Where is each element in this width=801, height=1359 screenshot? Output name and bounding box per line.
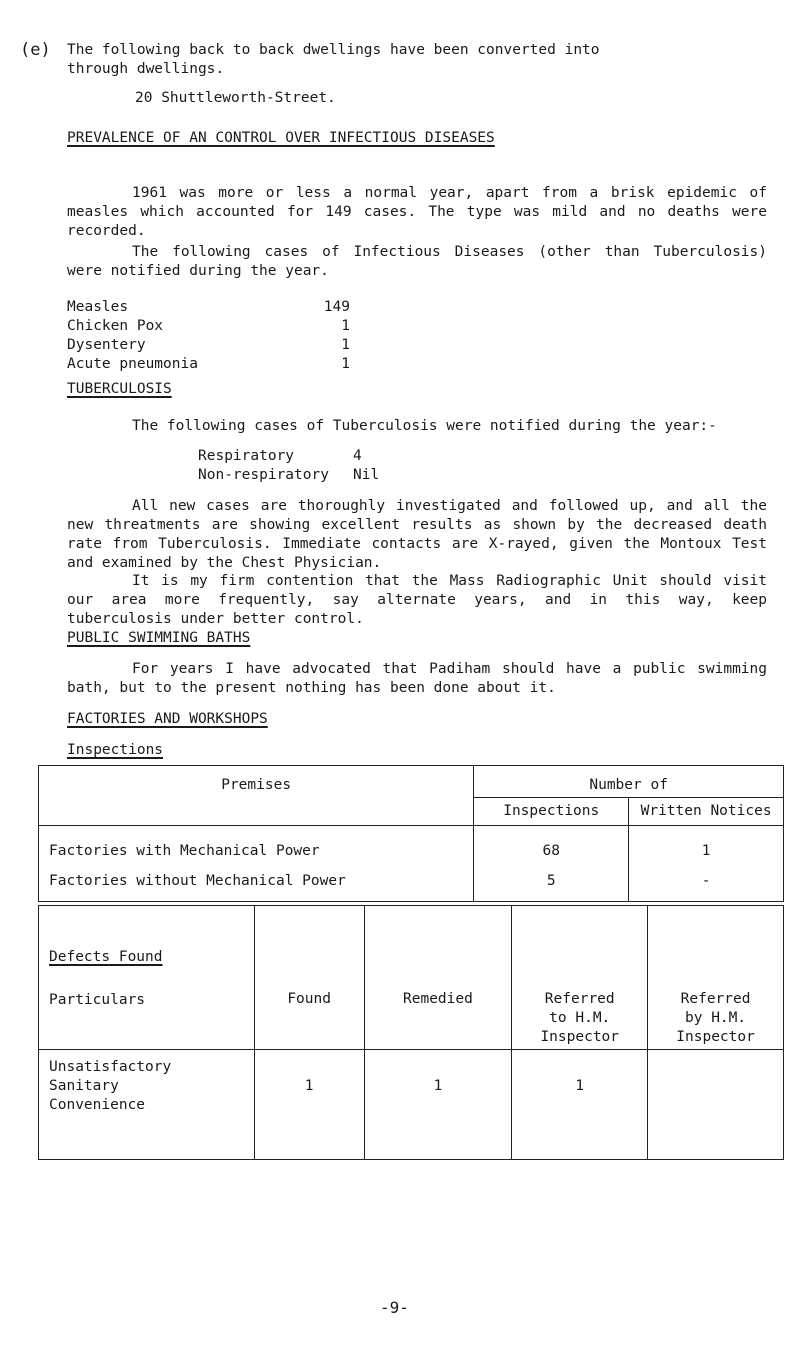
tb-count: Nil — [353, 467, 380, 483]
prevalence-heading: PREVALENCE OF AN CONTROL OVER INFECTIOUS DISEASES — [67, 130, 495, 146]
particulars-header: Particulars — [49, 992, 146, 1008]
table-row — [39, 1050, 784, 1160]
number-of-header: Number of — [474, 766, 784, 798]
tb-paragraph-2: It is my firm contention that the Mass Radiographic Unit should visit our area more frequently, say alternate years, and in this way, keep tuberculosis under better control. — [67, 573, 767, 627]
table-row — [39, 826, 784, 902]
written-notices-header: Written Notices — [629, 798, 784, 826]
para-notified: The following cases of Infectious Diseases (other than Tuberculosis) were notified during the year. — [67, 244, 767, 279]
referred-to-line: to H.M. — [549, 1010, 611, 1026]
referred-by-line: Inspector — [676, 1029, 755, 1045]
notices-cell: - — [701, 873, 711, 889]
disease-count: 1 — [341, 337, 350, 353]
disease-name: Acute pneumonia — [67, 356, 198, 372]
referred-by-cell — [648, 1050, 784, 1160]
disease-name: Dysentery — [67, 337, 146, 353]
tb-intro: The following cases of Tuberculosis were notified during the year:- — [132, 418, 717, 434]
particulars-cell: Unsatisfactory — [49, 1059, 172, 1075]
referred-to-header — [512, 906, 648, 1050]
tb-heading: TUBERCULOSIS — [67, 381, 172, 397]
inspections-heading: Inspections — [67, 742, 164, 758]
inspections-table — [38, 765, 784, 902]
disease-count: 1 — [341, 318, 350, 334]
factories-heading: FACTORIES AND WORKSHOPS — [67, 711, 268, 727]
defects-found-label: Defects Found — [49, 949, 163, 965]
tb-count: 4 — [353, 448, 362, 464]
premises-cell: Factories with Mechanical Power — [49, 843, 320, 859]
disease-count: 1 — [341, 356, 350, 372]
para-1961: 1961 was more or less a normal year, apart from a brisk epidemic of measles which accounted for 149 cases. The type was mild and no deaths were recorded. — [67, 185, 767, 239]
inspections-cell: 5 — [546, 873, 556, 889]
tb-type: Non-respiratory — [198, 467, 329, 483]
tb-paragraph-1: All new cases are thoroughly investigated and followed up, and all the new threatments are showing excellent results as shown by the decreased death rate from Tuberculosis. Immediate contacts are X-rayed, given the Montoux Test and examined by the Chest Physician. — [67, 498, 767, 571]
particulars-cell: Convenience — [49, 1097, 146, 1113]
intro-line-1: The following back to back dwellings have been converted into — [67, 42, 600, 58]
disease-name: Measles — [67, 299, 129, 315]
remedied-cell: 1 — [364, 1050, 512, 1160]
referred-to-line: Inspector — [540, 1029, 620, 1045]
inspections-cell: 68 — [542, 843, 560, 859]
disease-name: Chicken Pox — [67, 318, 164, 334]
baths-paragraph: For years I have advocated that Padiham should have a public swimming bath, but to the present nothing has been done about it. — [67, 661, 767, 696]
inspections-header: Inspections — [474, 798, 629, 826]
referred-by-line: by H.M. — [685, 1010, 747, 1026]
found-header: Found — [254, 906, 364, 1050]
remedied-header: Remedied — [364, 906, 512, 1050]
defects-table — [38, 905, 784, 1160]
tb-type: Respiratory — [198, 448, 295, 464]
found-cell: 1 — [254, 1050, 364, 1160]
baths-heading: PUBLIC SWIMMING BATHS — [67, 630, 251, 646]
notices-cell: 1 — [701, 843, 711, 859]
particulars-cell: Sanitary — [49, 1078, 119, 1094]
premises-header: Premises — [39, 766, 474, 826]
referred-by-header — [648, 906, 784, 1050]
page-number: -9- — [380, 1298, 409, 1317]
premises-cell: Factories without Mechanical Power — [49, 873, 346, 889]
referred-to-cell: 1 — [512, 1050, 648, 1160]
referred-to-line: Referred — [544, 991, 615, 1007]
disease-count: 149 — [323, 299, 350, 315]
referred-by-line: Referred — [680, 991, 751, 1007]
item-letter: (e) — [20, 40, 51, 60]
address: 20 Shuttleworth-Street. — [135, 90, 336, 106]
intro-line-2: through dwellings. — [67, 61, 225, 77]
